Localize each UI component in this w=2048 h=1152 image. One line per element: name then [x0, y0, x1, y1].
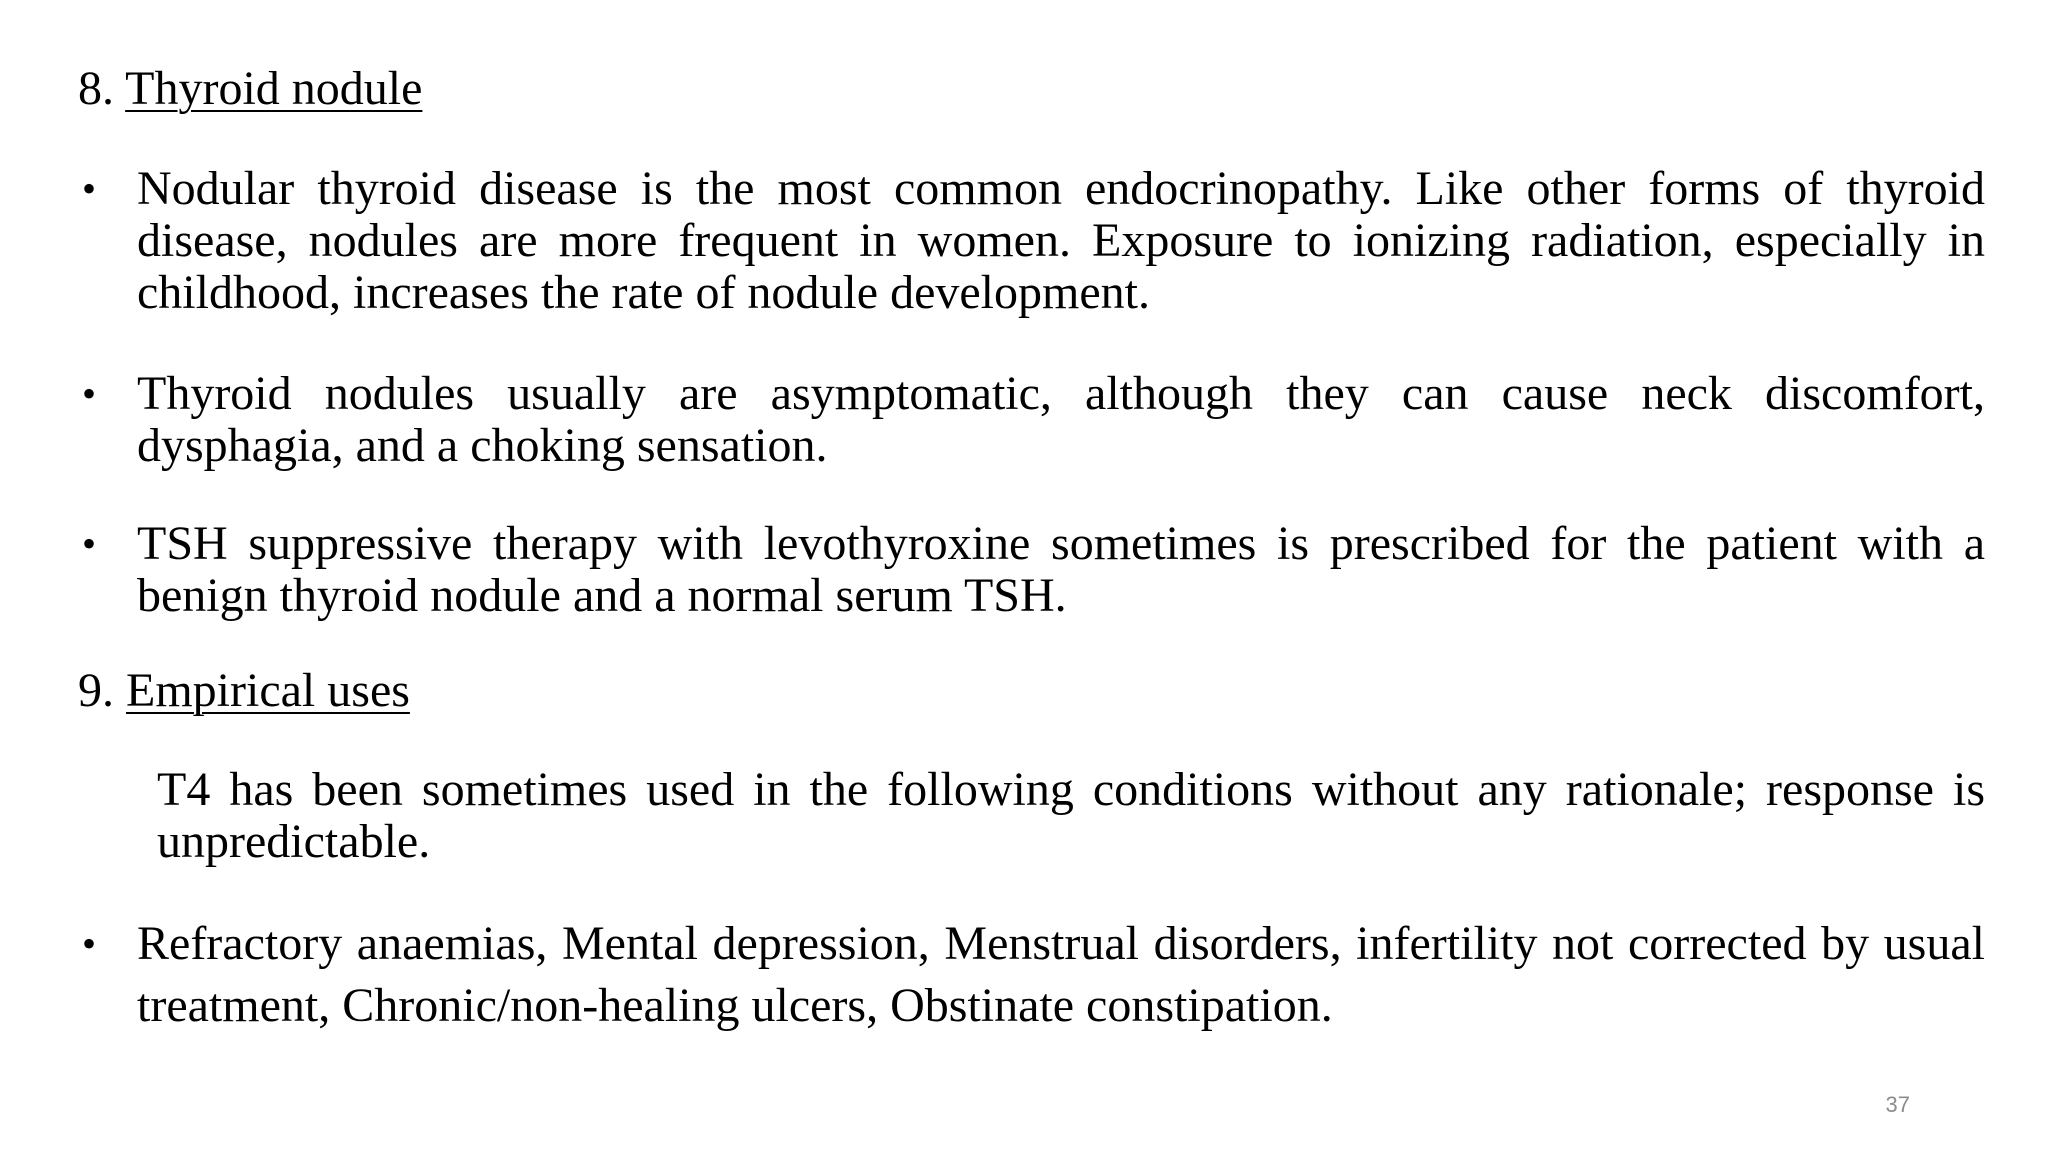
- section-8-heading: [78, 62, 422, 116]
- section-9-intro: T4 has been sometimes used in the following conditions without any rationale; response is unpredictable.: [157, 763, 1985, 868]
- bullet-icon: •: [81, 371, 96, 416]
- section-8-bullet-2: Thyroid nodules usually are asymptomatic, although they can cause neck discomfort, dysphagia, and a choking sensation.: [137, 367, 1985, 472]
- page-number: 37: [1885, 1092, 1910, 1117]
- section-9-bullet-1: Refractory anaemias, Mental depression, Menstrual disorders, infertility not corrected by usual treatment, Chronic/non-healing ulcers, Obstinate constipation.: [137, 917, 1985, 1032]
- section-9-heading: [78, 664, 410, 718]
- section-9-title: Empirical uses: [126, 664, 410, 717]
- bullet-icon: •: [81, 166, 96, 211]
- section-8-bullet-3: TSH suppressive therapy with levothyroxine sometimes is prescribed for the patient with a benign thyroid nodule and a normal serum TSH.: [137, 517, 1985, 622]
- section-8-bullet-1: Nodular thyroid disease is the most common endocrinopathy. Like other forms of thyroid disease, nodules are more frequent in women. Exposure to ionizing radiation, especially in childhood, increases the rate of nodule development.: [137, 162, 1985, 319]
- section-8-number: 8.: [78, 62, 114, 115]
- bullet-icon: •: [81, 521, 96, 566]
- section-9-number: 9.: [78, 664, 114, 717]
- section-8-title: Thyroid nodule: [125, 62, 423, 115]
- bullet-icon: •: [81, 921, 96, 966]
